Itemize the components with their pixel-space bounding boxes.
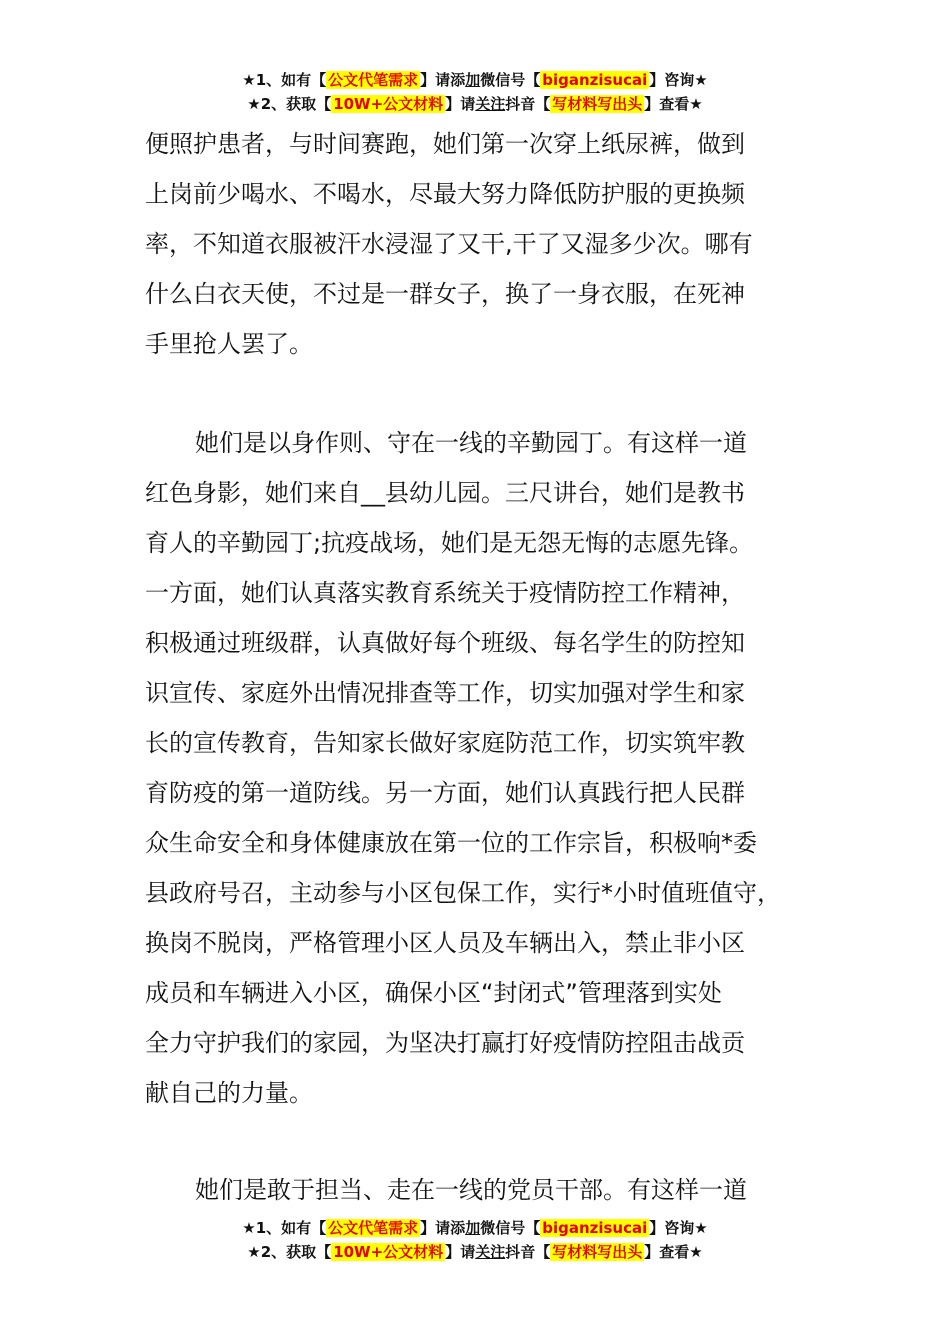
banner-highlight: 写材料写出头 (552, 1243, 643, 1261)
banner-text: ★2、获取【 (247, 95, 332, 113)
banner-highlight: 写材料写出头 (552, 95, 643, 113)
banner-text: 抖音【 (505, 1243, 551, 1261)
banner-highlight: biganzisucai (542, 71, 648, 89)
body-line: 积极通过班级群，认真做好每个班级、每名学生的防控知 (145, 629, 745, 657)
body-line: 献自己的力量。 (145, 1079, 313, 1107)
body-line: 识宣传、家庭外出情况排查等工作，切实加强对学生和家 (145, 679, 745, 707)
banner-text: 】请 (445, 95, 476, 113)
body-line: 育防疫的第一道防线。另一方面，她们认真践行把人民群 (145, 779, 745, 807)
header-banner (0, 68, 950, 116)
banner-text: 抖音【 (505, 95, 551, 113)
body-line: 上岗前少喝水、不喝水，尽最大努力降低防护服的更换频 (145, 180, 745, 208)
body-line: 什么白衣天使，不过是一群女子，换了一身衣服，在死神 (145, 280, 745, 308)
body-line: 众生命安全和身体健康放在第一位的工作宗旨，积极响*委 (145, 829, 757, 857)
banner-underline: 加 (465, 1219, 481, 1237)
banner-text: 微信号【 (480, 1219, 541, 1237)
footer-row-2 (0, 1240, 950, 1264)
body-line: 长的宣传教育，告知家长做好家庭防范工作，切实筑牢教 (145, 729, 745, 757)
banner-underline: 关注 (475, 95, 506, 113)
banner-highlight: biganzisucai (542, 1219, 648, 1237)
banner-text: ★1、如有【 (242, 1219, 327, 1237)
footer-banner (0, 1216, 950, 1264)
header-row-2 (0, 92, 950, 116)
banner-text: 】请添 (420, 71, 466, 89)
body-line: 率，不知道衣服被汗水浸湿了又干,干了又湿多少次。哪有 (145, 230, 753, 258)
banner-text: ★2、获取【 (247, 1243, 332, 1261)
body-line: 县政府号召，主动参与小区包保工作，实行*小时值班值守， (145, 879, 781, 907)
body-line: 她们是敢于担当、走在一线的党员干部。有这样一道 (195, 1176, 747, 1204)
banner-text: ★1、如有【 (242, 71, 327, 89)
banner-text: 】查看★ (644, 95, 703, 113)
banner-highlight: 公文代笔需求 (328, 71, 419, 89)
banner-underline: 关注 (475, 1243, 506, 1261)
body-line: 换岗不脱岗，严格管理小区人员及车辆出入，禁止非小区 (145, 929, 745, 957)
banner-highlight: 10W+公文材料 (333, 95, 444, 113)
banner-text: 】咨询★ (649, 1219, 708, 1237)
banner-text: 】请 (445, 1243, 476, 1261)
banner-highlight: 10W+公文材料 (333, 1243, 444, 1261)
banner-text: 微信号【 (480, 71, 541, 89)
banner-text: 】请添 (420, 1219, 466, 1237)
body-line: 手里抢人罢了。 (145, 330, 313, 358)
body-line: 便照护患者，与时间赛跑，她们第一次穿上纸尿裤，做到 (145, 130, 745, 158)
body-line: 全力守护我们的家园，为坚决打赢打好疫情防控阻击战贡 (145, 1029, 745, 1057)
banner-text: 】咨询★ (649, 71, 708, 89)
body-line: 一方面，她们认真落实教育系统关于疫情防控工作精神， (145, 579, 745, 607)
banner-underline: 加 (465, 71, 481, 89)
body-line: 育人的辛勤园丁;抗疫战场，她们是无怨无悔的志愿先锋。 (145, 529, 754, 557)
body-line: 红色身影，她们来自__县幼儿园。三尺讲台，她们是教书 (145, 479, 745, 507)
header-row-1 (0, 68, 950, 92)
footer-row-1 (0, 1216, 950, 1240)
body-line: 成员和车辆进入小区，确保小区“封闭式”管理落到实处 (145, 979, 722, 1007)
banner-text: 】查看★ (644, 1243, 703, 1261)
banner-highlight: 公文代笔需求 (328, 1219, 419, 1237)
body-line: 她们是以身作则、守在一线的辛勤园丁。有这样一道 (195, 429, 747, 457)
